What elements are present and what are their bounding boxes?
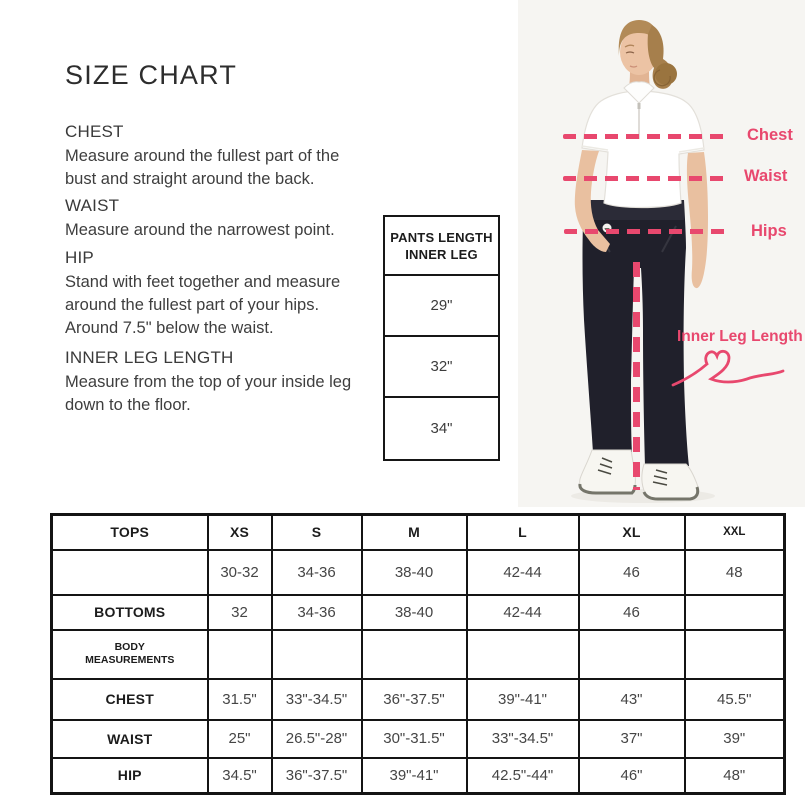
size-table-cell: 36"-37.5": [362, 679, 467, 720]
pants-length-header-line2: INNER LEG: [405, 246, 478, 262]
size-table-header-cell: S: [272, 515, 362, 550]
size-table-cell: 43": [579, 679, 685, 720]
section-hip-line: Around 7.5" below the waist.: [65, 319, 274, 337]
size-table-cell: 31.5": [208, 679, 272, 720]
section-inner-leg-line: down to the floor.: [65, 396, 191, 414]
section-waist-line: Measure around the narrowest point.: [65, 221, 335, 239]
size-table-cell: 34.5": [208, 758, 272, 794]
size-table-row-label: BODY MEASUREMENTS: [52, 630, 208, 679]
size-table-cell: 48": [685, 758, 785, 794]
model-photo: [518, 0, 805, 507]
size-table-cell: 26.5"-28": [272, 720, 362, 758]
size-table-header-cell: TOPS: [52, 515, 208, 550]
size-table-header-cell: M: [362, 515, 467, 550]
size-table-cell: 46: [579, 595, 685, 630]
size-table-cell: 45.5": [685, 679, 785, 720]
size-table-cell: 38-40: [362, 595, 467, 630]
waist-measure-line: [563, 176, 727, 181]
size-table-cell: [467, 630, 579, 679]
section-hip-heading: HIP: [65, 248, 94, 267]
section-inner-leg-line: Measure from the top of your inside leg: [65, 373, 352, 391]
size-table-cell: 39": [685, 720, 785, 758]
size-table-cell: 42.5"-44": [467, 758, 579, 794]
heart-squiggle-icon: [670, 348, 786, 392]
size-table-row-label: [52, 550, 208, 595]
size-table-cell: 25": [208, 720, 272, 758]
page-title: SIZE CHART: [65, 60, 238, 90]
size-table-cell: 33"-34.5": [272, 679, 362, 720]
table-row: [52, 758, 785, 794]
table-row: [52, 630, 785, 679]
section-inner-leg: [65, 348, 410, 417]
size-table-cell: 37": [579, 720, 685, 758]
size-table-header-cell: L: [467, 515, 579, 550]
size-table-row-label: CHEST: [52, 679, 208, 720]
section-chest-line: Measure around the fullest part of the: [65, 147, 340, 165]
size-table-cell: [685, 630, 785, 679]
table-row: [52, 720, 785, 758]
size-table-cell: 38-40: [362, 550, 467, 595]
pants-length-value: 34": [430, 420, 453, 437]
size-table: [50, 513, 786, 795]
pants-length-header-line1: PANTS LENGTH: [390, 229, 493, 245]
size-table-cell: 39"-41": [467, 679, 579, 720]
size-table-header-cell: XXL: [685, 515, 785, 550]
chest-measure-line: [563, 134, 727, 139]
section-waist-heading: WAIST: [65, 196, 120, 215]
pants-length-table: [383, 215, 500, 461]
size-table-header-row: [52, 515, 785, 550]
size-table-cell: 30-32: [208, 550, 272, 595]
hips-annotation-label: Hips: [751, 222, 787, 240]
size-table-cell: 48: [685, 550, 785, 595]
size-table-cell: [685, 595, 785, 630]
size-table-row-label: WAIST: [52, 720, 208, 758]
size-table-cell: 33"-34.5": [467, 720, 579, 758]
size-table-cell: [579, 630, 685, 679]
inner-leg-annotation-label: Inner Leg Length: [677, 328, 803, 345]
pants-length-value: 29": [385, 276, 498, 337]
size-table-cell: 34-36: [272, 550, 362, 595]
size-table-row-label: HIP: [52, 758, 208, 794]
size-table-header-cell: XL: [579, 515, 685, 550]
size-table-cell: 36"-37.5": [272, 758, 362, 794]
size-table-cell: 46": [579, 758, 685, 794]
section-chest: [65, 122, 410, 191]
section-hip-line: around the fullest part of your hips.: [65, 296, 320, 314]
table-row: [52, 679, 785, 720]
size-table-row-label: BOTTOMS: [52, 595, 208, 630]
size-table-cell: 39"-41": [362, 758, 467, 794]
size-table-cell: 34-36: [272, 595, 362, 630]
section-hip-line: Stand with feet together and measure: [65, 273, 341, 291]
waist-annotation-label: Waist: [744, 167, 788, 185]
section-chest-line: bust and straight around the back.: [65, 170, 315, 188]
table-row: [52, 550, 785, 595]
pants-length-value: 32": [385, 337, 498, 398]
size-table-cell: [362, 630, 467, 679]
model-illustration: [518, 0, 805, 507]
size-table-cell: 42-44: [467, 550, 579, 595]
size-table-cell: 30"-31.5": [362, 720, 467, 758]
size-table-header-cell: XS: [208, 515, 272, 550]
section-inner-leg-heading: INNER LEG LENGTH: [65, 348, 234, 367]
chest-annotation-label: Chest: [747, 126, 793, 144]
section-waist: [65, 196, 410, 242]
size-table-cell: 46: [579, 550, 685, 595]
section-hip: [65, 248, 410, 340]
table-row: [52, 595, 785, 630]
pants-length-table-header: [385, 217, 498, 276]
size-table-cell: 32: [208, 595, 272, 630]
size-table-cell: [208, 630, 272, 679]
size-table-cell: 42-44: [467, 595, 579, 630]
inner-leg-measure-line: [633, 262, 640, 490]
size-table-cell: [272, 630, 362, 679]
section-chest-heading: CHEST: [65, 122, 124, 141]
hips-measure-line: [564, 229, 727, 234]
